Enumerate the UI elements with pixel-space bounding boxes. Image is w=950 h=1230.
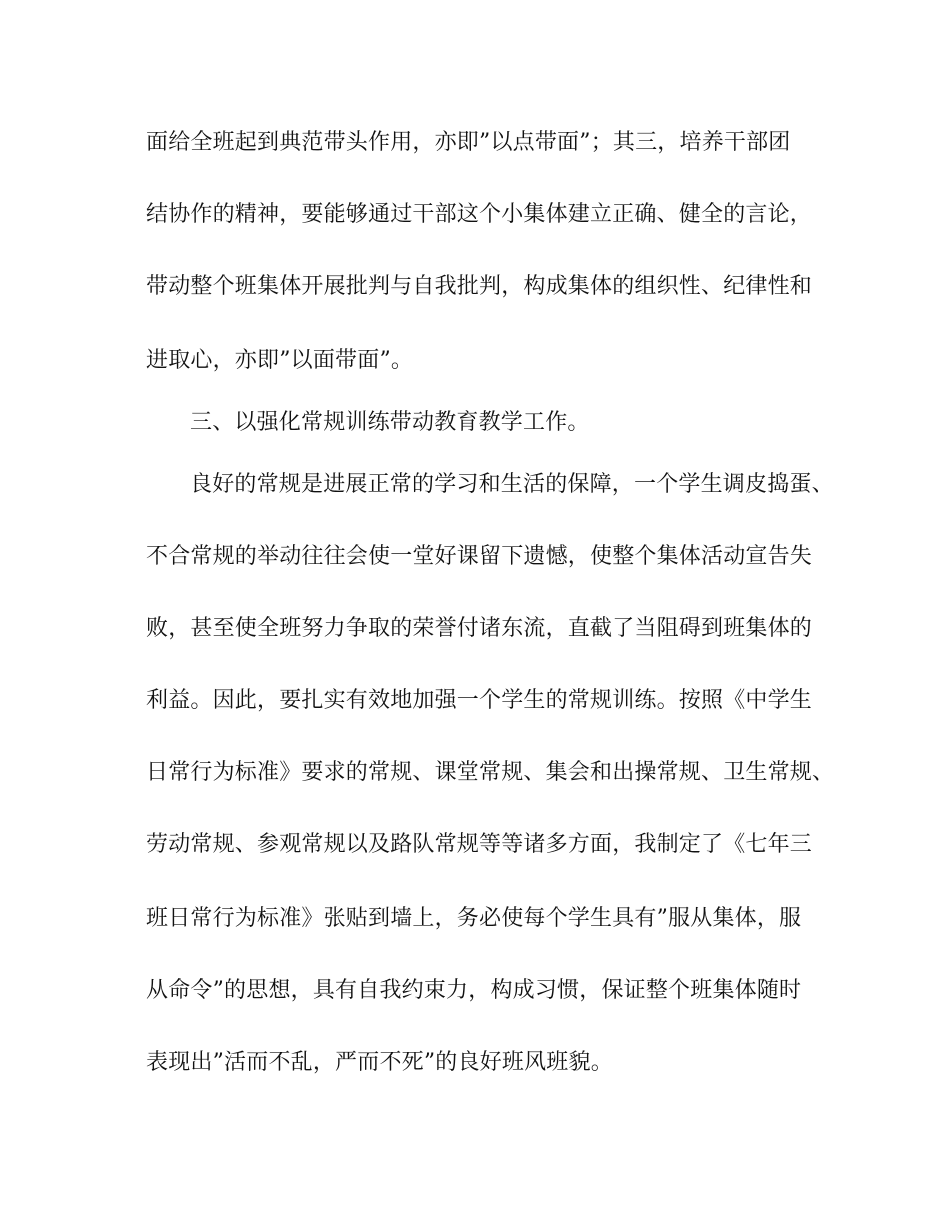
paragraph-line: 班日常行为标准》张贴到墙上，务必使每个学生具有”服从集体，服 [146,906,802,931]
paragraph-line: 结协作的精神，要能够通过干部这个小集体建立正确、健全的言论， [146,202,813,227]
paragraph-line: 进取心，亦即”以面带面”。 [146,348,414,373]
paragraph-line: 利益。因此，要扎实有效地加强一个学生的常规训练。按照《中学生 [146,688,813,713]
paragraph-line: 从命令”的思想，具有自我约束力，构成习惯，保证整个班集体随时 [146,978,802,1003]
paragraph-line: 良好的常规是进展正常的学习和生活的保障，一个学生调皮捣蛋、 [190,472,834,497]
paragraph-line: 面给全班起到典范带头作用，亦即”以点带面”；其三，培养干部团 [146,130,791,155]
paragraph-line: 表现出”活而不乱，严而不死”的良好班风班貌。 [146,1050,613,1075]
paragraph-line: 败，甚至使全班努力争取的荣誉付诸东流，直截了当阻碍到班集体的 [146,616,813,641]
paragraph-line: 劳动常规、参观常规以及路队常规等等诸多方面，我制定了《七年三 [146,832,813,857]
paragraph-line: 带动整个班集体开展批判与自我批判，构成集体的组织性、纪律性和 [146,274,813,299]
section-heading: 三、以强化常规训练带动教育教学工作。 [190,410,590,435]
paragraph-line: 日常行为标准》要求的常规、课堂常规、集会和出操常规、卫生常规、 [146,760,835,785]
paragraph-line: 不合常规的举动往往会使一堂好课留下遗憾，使整个集体活动宣告失 [146,544,813,569]
